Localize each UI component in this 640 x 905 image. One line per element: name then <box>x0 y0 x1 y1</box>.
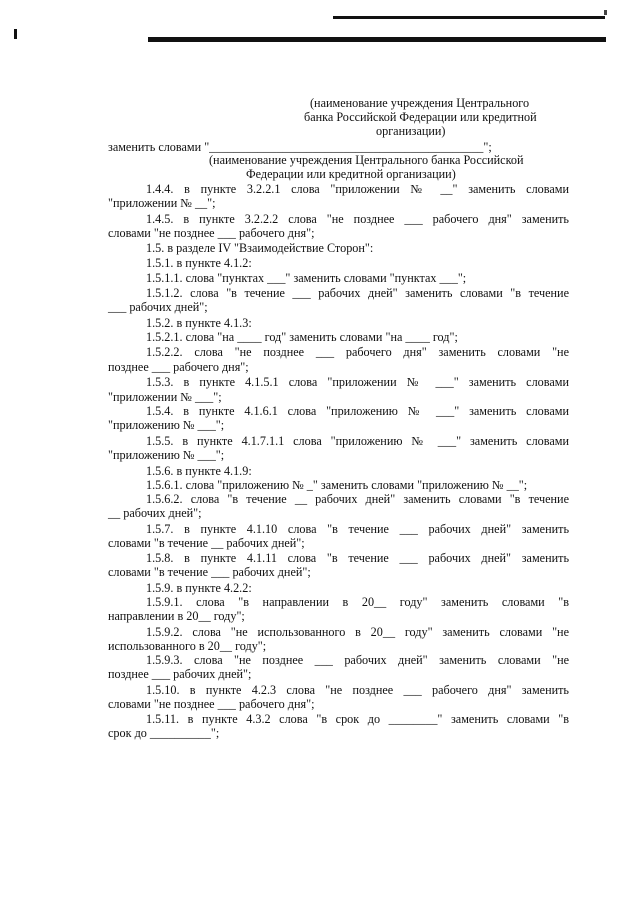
text-line: (наименование учреждения Центрального банка Российской <box>209 153 524 167</box>
text-line: 1.5.9.2. слова "не использованного в 20__ году" заменить словами "не <box>146 625 569 639</box>
text-line: (наименование учреждения Центрального <box>310 96 530 110</box>
text-line: позднее ___ рабочих дней"; <box>108 667 252 681</box>
text-line: 1.5.1. в пункте 4.1.2: <box>146 256 252 270</box>
text-line: словами "не позднее ___ рабочего дня"; <box>108 697 315 711</box>
text-line: 1.5.6.1. слова "приложению № _" заменить словами "приложению № __"; <box>146 478 528 492</box>
text-line: 1.5.9.3. слова "не позднее ___ рабочих дней" заменить словами "не <box>146 653 569 667</box>
text-line: срок до __________"; <box>108 726 220 740</box>
text-line: 1.5.8. в пункте 4.1.11 слова "в течение ___ рабочих дней" заменить <box>146 551 569 565</box>
text-line: 1.5.9. в пункте 4.2.2: <box>146 581 252 595</box>
text-line: 1.5.2. в пункте 4.1.3: <box>146 316 252 330</box>
text-line: __ рабочих дней"; <box>108 506 202 520</box>
text-line: словами "не позднее ___ рабочего дня"; <box>108 226 315 240</box>
text-line: 1.5.1.2. слова "в течение ___ рабочих дней" заменить словами "в течение <box>146 286 569 300</box>
text-line: банка Российской Федерации или кредитной <box>304 110 537 124</box>
text-line: 1.5. в разделе IV "Взаимодействие Сторон": <box>146 241 374 255</box>
text-line: 1.5.6. в пункте 4.1.9: <box>146 464 252 478</box>
text-line: позднее ___ рабочего дня"; <box>108 360 249 374</box>
text-line: использованного в 20__ году"; <box>108 639 267 653</box>
text-line: организации) <box>376 124 446 138</box>
text-line: 1.5.4. в пункте 4.1.6.1 слова "приложению № ___" заменить словами <box>146 404 569 418</box>
text-line: 1.5.7. в пункте 4.1.10 слова "в течение ___ рабочих дней" заменить <box>146 522 569 536</box>
text-line: 1.5.6.2. слова "в течение __ рабочих дней" заменить словами "в течение <box>146 492 569 506</box>
text-line: 1.5.10. в пункте 4.2.3 слова "не позднее ___ рабочего дня" заменить <box>146 683 569 697</box>
text-line: 1.5.5. в пункте 4.1.7.1.1 слова "приложению № ___" заменить словами <box>146 434 569 448</box>
text-line: 1.5.1.1. слова "пунктах ___" заменить словами "пунктах ___"; <box>146 271 467 285</box>
text-line: 1.5.2.1. слова "на ____ год" заменить словами "на ____ год"; <box>146 330 458 344</box>
text-line: словами "в течение ___ рабочих дней"; <box>108 565 311 579</box>
text-line: ___ рабочих дней"; <box>108 300 208 314</box>
text-line: Федерации или кредитной организации) <box>246 167 456 181</box>
text-line: 1.5.9.1. слова "в направлении в 20__ году" заменить словами "в <box>146 595 569 609</box>
text-line: "приложению № ___"; <box>108 448 225 462</box>
text-line: 1.5.11. в пункте 4.3.2 слова "в срок до ________" заменить словами "в <box>146 712 569 726</box>
text-line: 1.4.5. в пункте 3.2.2.2 слова "не позднее ___ рабочего дня" заменить <box>146 212 569 226</box>
text-line: 1.4.4. в пункте 3.2.2.1 слова "приложении № __" заменить словами <box>146 182 569 196</box>
text-line: "приложению № ___"; <box>108 418 225 432</box>
text-line: словами "в течение __ рабочих дней"; <box>108 536 305 550</box>
text-line: "приложении № __"; <box>108 196 216 210</box>
text-line: "приложении № ___"; <box>108 390 222 404</box>
text-line: направлении в 20__ году"; <box>108 609 245 623</box>
text-line: заменить словами "_____________________________________________"; <box>108 140 492 154</box>
text-line: 1.5.2.2. слова "не позднее ___ рабочего дня" заменить словами "не <box>146 345 569 359</box>
text-line: 1.5.3. в пункте 4.1.5.1 слова "приложении № ___" заменить словами <box>146 375 569 389</box>
